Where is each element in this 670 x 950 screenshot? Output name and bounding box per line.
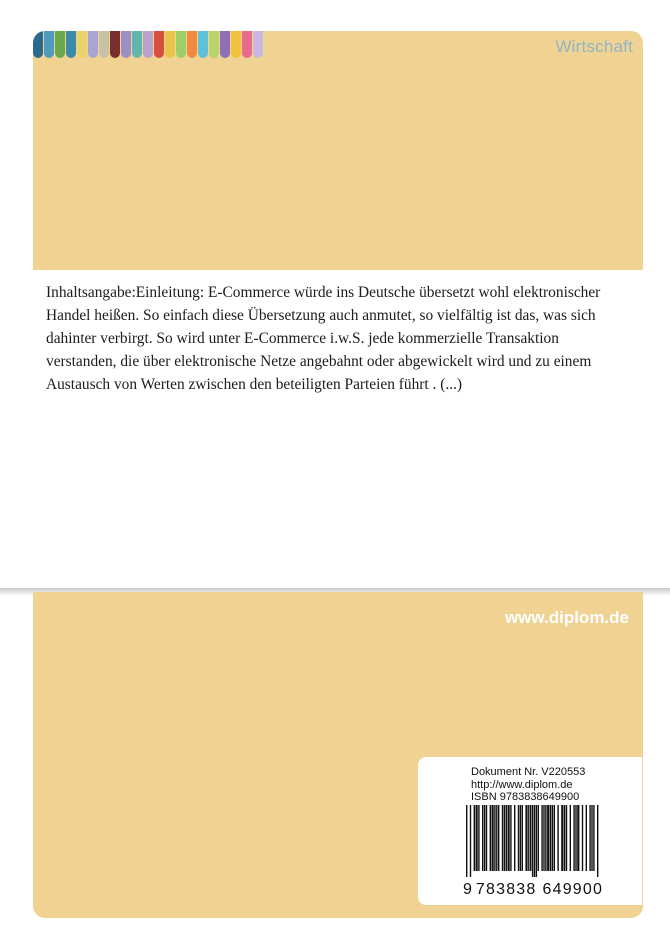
color-stripes: [33, 31, 264, 58]
barcode-label: [418, 757, 642, 905]
website-label: www.diplom.de: [504, 608, 629, 627]
color-stripe: [99, 31, 109, 58]
color-stripe: [66, 31, 76, 58]
document-meta: [471, 766, 585, 804]
color-stripe: [88, 31, 98, 58]
color-stripe: [209, 31, 219, 58]
color-stripe: [154, 31, 164, 58]
color-stripe: [44, 31, 54, 58]
color-stripe: [132, 31, 142, 58]
color-stripe: [198, 31, 208, 58]
abstract-line: Inhaltsangabe:Einleitung: E-Commerce würde ins Deutsche übersetzt wohl elektronischer: [46, 284, 601, 301]
cover-top-panel: [33, 31, 643, 270]
color-stripe: [33, 31, 43, 58]
color-stripe: [77, 31, 87, 58]
color-stripe: [55, 31, 65, 58]
color-stripe: [121, 31, 131, 58]
barcode-icon: [466, 805, 600, 877]
color-stripe: [220, 31, 230, 58]
color-stripe: [253, 31, 263, 58]
color-stripe: [143, 31, 153, 58]
color-stripe: [187, 31, 197, 58]
abstract-line: dahinter verbirgt. So wird unter E-Commerce i.w.S. jede kommerzielle Transaktion: [46, 330, 559, 347]
color-stripe: [110, 31, 120, 58]
document-number: Dokument Nr. V220553: [471, 766, 586, 778]
barcode-digit-group: 783838: [475, 881, 537, 898]
publisher-url: http://www.diplom.de: [471, 778, 573, 791]
abstract-line: verstanden, die über elektronische Netze angebahnt oder abgewickelt wird und zu einem: [46, 353, 592, 370]
color-stripe: [242, 31, 252, 58]
isbn-text: ISBN 9783838649900: [471, 791, 580, 803]
abstract-line: Handel heißen. So einfach diese Übersetzung auch anmutet, so vielfältig ist das, was sich: [46, 307, 596, 324]
color-stripe: [231, 31, 241, 58]
color-stripe: [165, 31, 175, 58]
series-label: Wirtschaft: [555, 37, 633, 56]
color-stripe: [176, 31, 186, 58]
barcode-digit-group: 649900: [542, 881, 604, 898]
barcode-digits: [463, 881, 633, 899]
abstract-line: Austausch von Werten zwischen den beteiligten Parteien führt . (...): [46, 376, 463, 393]
barcode-digit-first: 9: [463, 881, 472, 898]
abstract-text: [46, 281, 640, 396]
